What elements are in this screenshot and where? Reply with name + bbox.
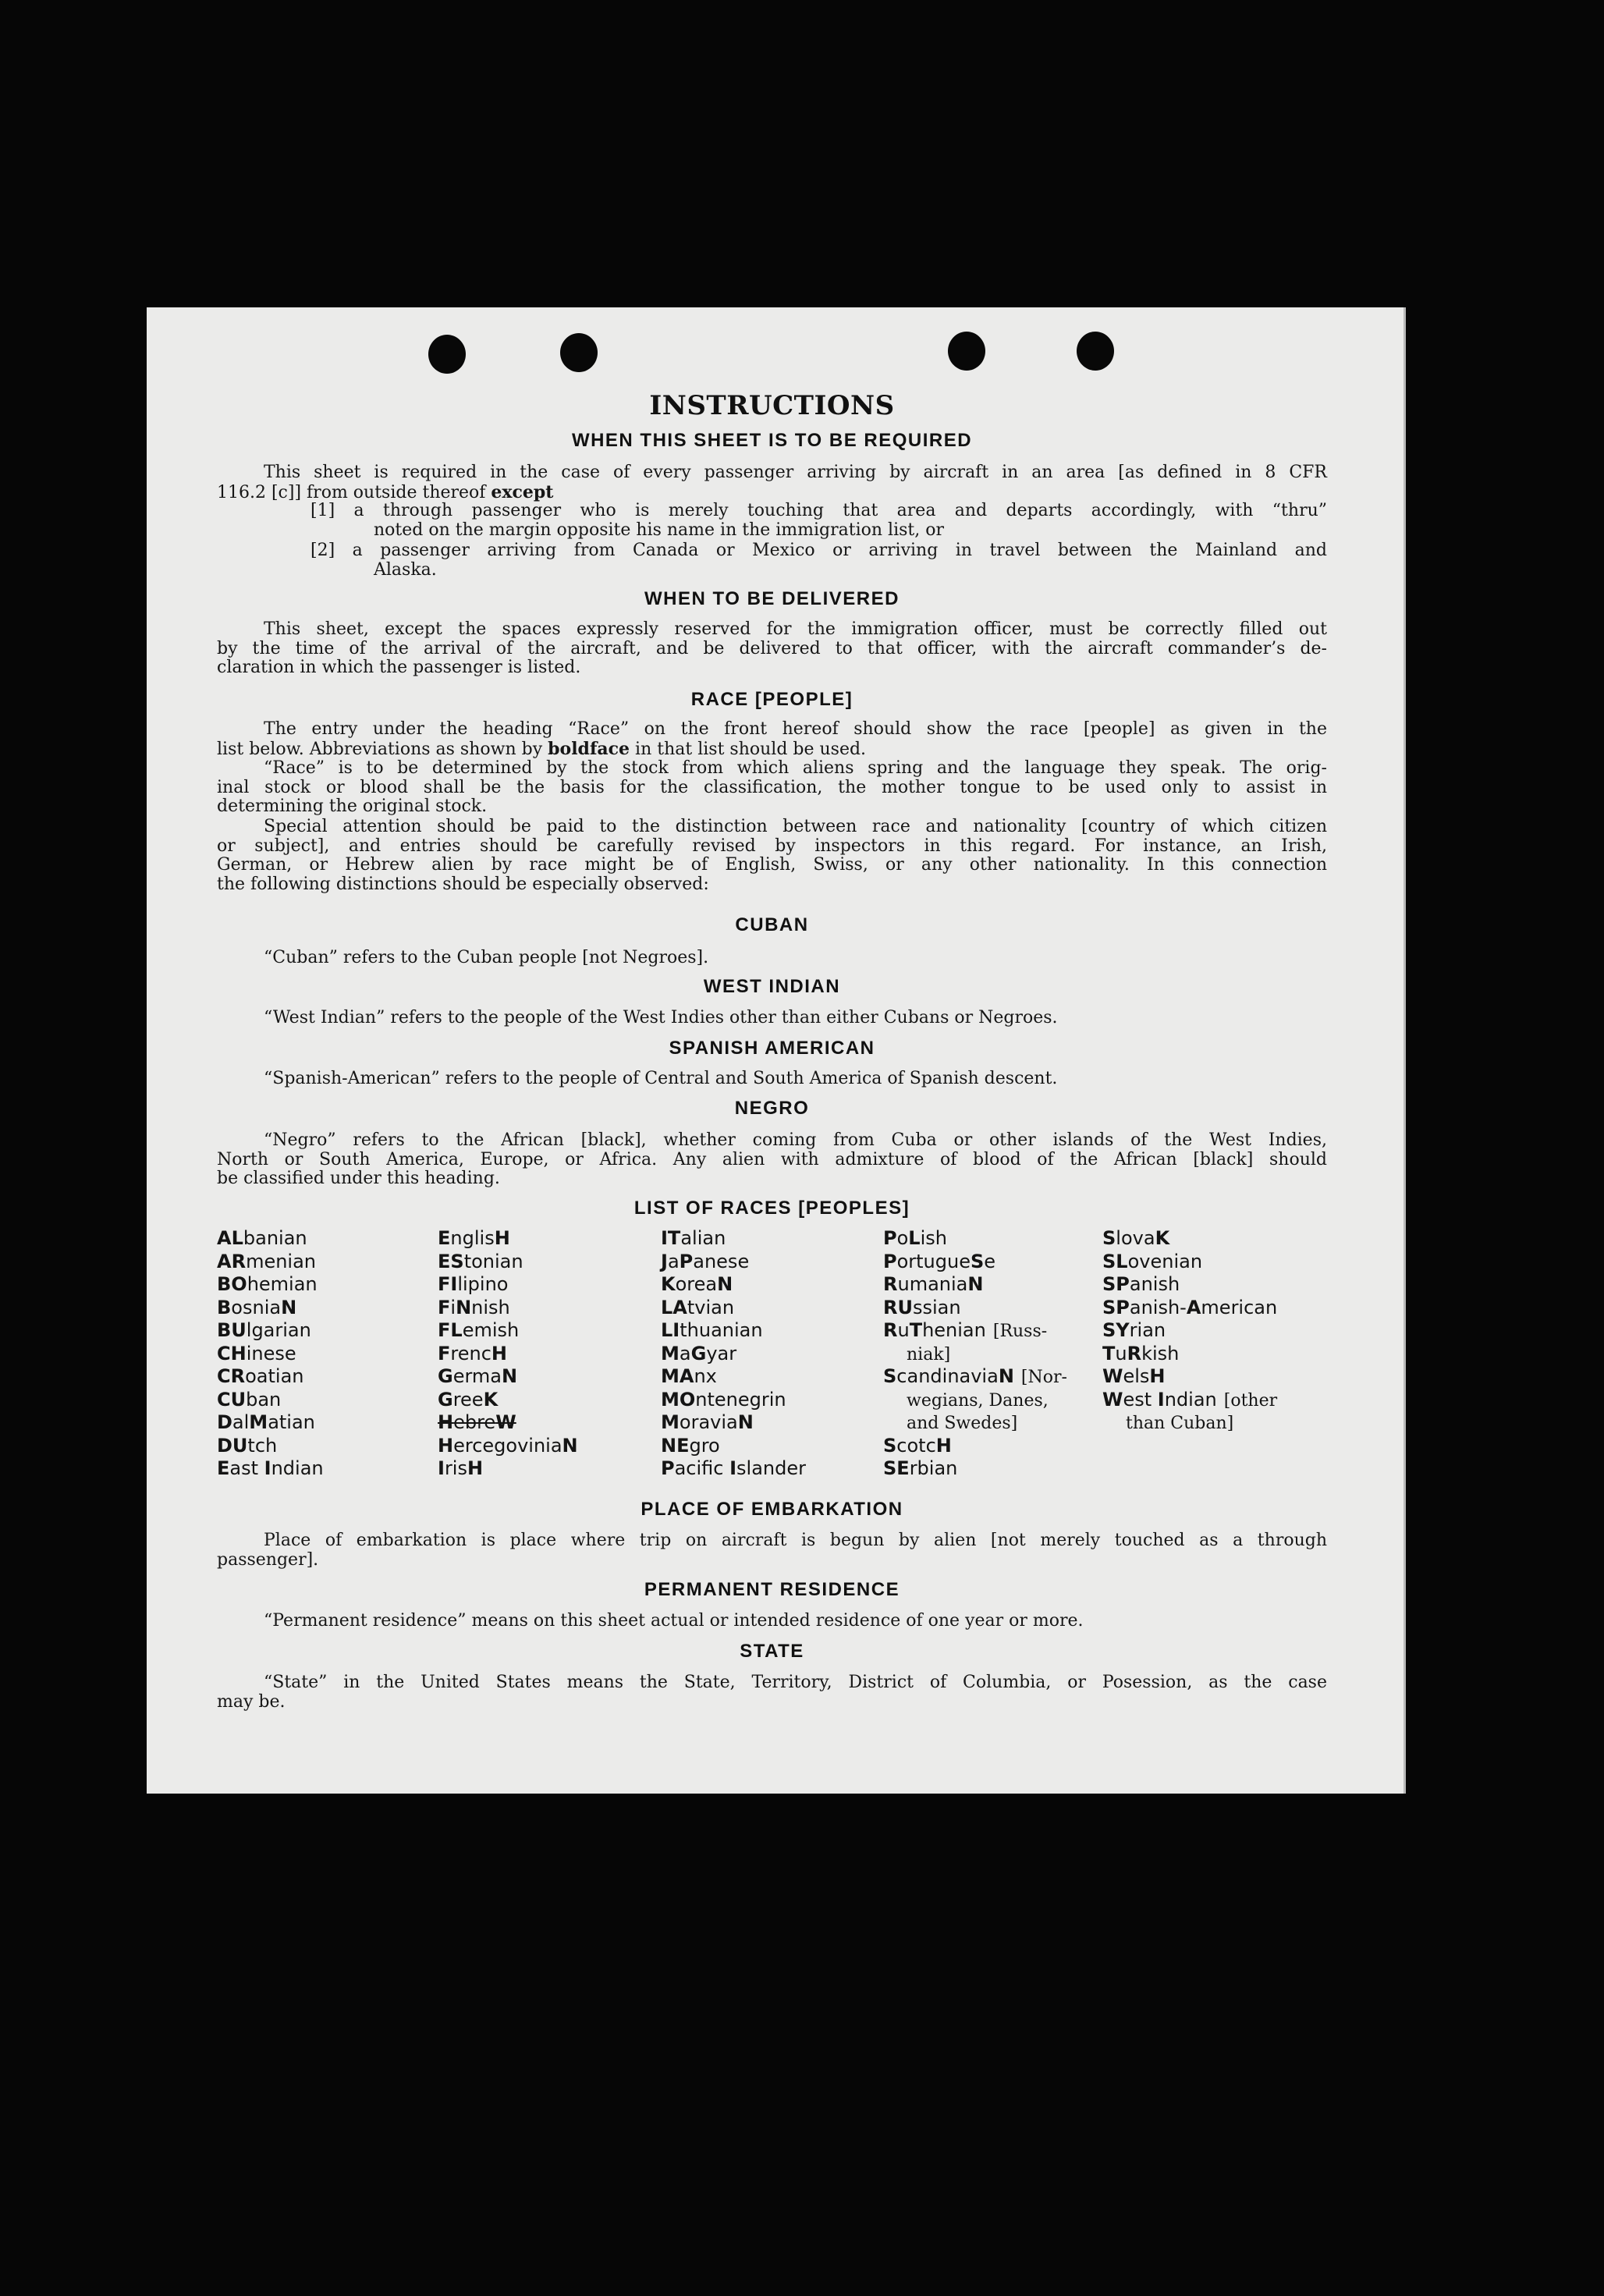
- race-name: GreeK: [438, 1388, 499, 1411]
- race-name: BUlgarian: [217, 1319, 311, 1341]
- races-column-3: [661, 1227, 806, 1481]
- text-run: list below. Abbreviations as shown by: [217, 739, 548, 759]
- race-entry: [661, 1365, 806, 1389]
- race-name: ScandinaviaN: [883, 1365, 1014, 1387]
- text-line: [217, 740, 1327, 759]
- text-line: German, or Hebrew alien by race might be of English, Swiss, or any other nationality. In this connection: [217, 855, 1327, 875]
- race-name: SPanish-American: [1102, 1296, 1278, 1318]
- race-name: SYrian: [1102, 1319, 1166, 1341]
- race-name: RuThenian: [883, 1319, 986, 1341]
- heading-when-required: WHEN THIS SHEET IS TO BE REQUIRED: [571, 430, 973, 451]
- text-line: North or South America, Europe, or Africa. Any alien with admixture of blood of the African [black] should: [217, 1149, 1327, 1169]
- text-line: may be.: [217, 1691, 286, 1712]
- race-entry: [661, 1411, 806, 1435]
- race-note: [other: [1223, 1390, 1278, 1411]
- race-entry: [661, 1251, 806, 1274]
- race-entry: [883, 1435, 1067, 1458]
- race-entry: [661, 1457, 806, 1481]
- race-name: CHinese: [217, 1342, 296, 1364]
- race-name: West Indian: [1102, 1388, 1217, 1411]
- race-entry: [661, 1297, 806, 1320]
- race-entry: [438, 1411, 578, 1435]
- race-name: MaGyar: [661, 1342, 737, 1364]
- race-name: ITalian: [661, 1227, 726, 1249]
- race-entry: [438, 1227, 578, 1251]
- race-entry: [1102, 1389, 1277, 1412]
- race-name: RumaniaN: [883, 1273, 984, 1295]
- race-entry: [883, 1365, 1067, 1389]
- race-name: GermaN: [438, 1365, 518, 1387]
- race-name: CRoatian: [217, 1365, 304, 1387]
- heading-cuban: CUBAN: [735, 914, 809, 935]
- race-name: EnglisH: [438, 1227, 510, 1249]
- race-name: SErbian: [883, 1457, 958, 1479]
- race-name: FrencH: [438, 1342, 508, 1364]
- bold-text-run: boldface: [548, 738, 630, 759]
- race-note: niak]: [907, 1344, 951, 1364]
- race-name: DalMatian: [217, 1411, 315, 1433]
- race-name: TuRkish: [1102, 1342, 1180, 1364]
- race-entry: [883, 1297, 1067, 1320]
- race-entry: [217, 1435, 324, 1458]
- race-entry: [1102, 1273, 1277, 1297]
- race-name: Pacific Islander: [661, 1457, 807, 1479]
- paragraph-embarkation: [217, 1531, 1327, 1570]
- race-name: MAnx: [661, 1365, 717, 1387]
- text-line: or subject], and entries should be carefully revised by inspectors in this regard. For instance, an Irish,: [217, 836, 1327, 856]
- heading-when-delivered: WHEN TO BE DELIVERED: [644, 588, 900, 609]
- races-column-2: [438, 1227, 578, 1481]
- paragraph-negro: [217, 1131, 1327, 1189]
- race-name: ARmenian: [217, 1250, 317, 1272]
- race-name: FiNnish: [438, 1296, 510, 1318]
- text-line: “Permanent residence” means on this sheet actual or intended residence of one year or more.: [264, 1611, 1084, 1631]
- races-column-4: [883, 1227, 1067, 1481]
- text-line: “Race” is to be determined by the stock from which aliens spring and the language they speak. The orig-: [264, 758, 1327, 778]
- paragraph-cuban: [217, 949, 1327, 968]
- race-name: ALbanian: [217, 1227, 307, 1249]
- race-name: MOntenegrin: [661, 1388, 786, 1411]
- text-line: passenger].: [217, 1549, 319, 1570]
- race-entry-continuation: [883, 1389, 1067, 1412]
- race-entry: [438, 1457, 578, 1481]
- heading-permanent-residence: PERMANENT RESIDENCE: [644, 1579, 900, 1600]
- race-entry: [217, 1319, 324, 1343]
- text-line: determining the original stock.: [217, 797, 488, 816]
- race-name: IrisH: [438, 1457, 484, 1479]
- race-name: ScotcH: [883, 1434, 952, 1457]
- race-name: East Indian: [217, 1457, 324, 1479]
- race-entry: [438, 1319, 578, 1343]
- race-note: wegians, Danes,: [907, 1390, 1049, 1411]
- race-name: JaPanese: [661, 1250, 750, 1272]
- text-line: The entry under the heading “Race” on the front hereof should show the race [people] as given in the: [264, 719, 1327, 739]
- race-name: SLovenian: [1102, 1250, 1203, 1272]
- race-entry: [438, 1343, 578, 1366]
- race-note: [Nor-: [1020, 1368, 1067, 1387]
- text-run: in that list should be used.: [630, 739, 867, 759]
- text-line: Special attention should be paid to the distinction between race and nationality [country of which citizen: [264, 817, 1327, 836]
- race-name: FLemish: [438, 1319, 520, 1341]
- paragraph-state: [217, 1673, 1327, 1712]
- race-note: [Russ-: [992, 1322, 1048, 1341]
- text-line: inal stock or blood shall be the basis for the classification, the mother tongue to be used only to assist in: [217, 777, 1327, 797]
- text-line: “State” in the United States means the State, Territory, District of Columbia, or Posession, as the case: [264, 1673, 1327, 1692]
- bold-text-run: except: [491, 481, 554, 502]
- race-name: PoLish: [883, 1227, 947, 1249]
- text-line: [2] a passenger arriving from Canada or Mexico or arriving in travel between the Mainland and: [311, 541, 1327, 560]
- race-entry: [217, 1389, 324, 1412]
- race-name: LIthuanian: [661, 1319, 763, 1341]
- paragraph-race-1: [217, 720, 1327, 758]
- race-entry: [661, 1389, 806, 1412]
- race-entry-continuation: [883, 1411, 1067, 1435]
- heading-west-indian: WEST INDIAN: [703, 976, 841, 997]
- text-line: This sheet, except the spaces expressly reserved for the immigration officer, must be correctly filled out: [264, 619, 1327, 639]
- race-entry: [217, 1251, 324, 1274]
- heading-list-of-races: LIST OF RACES [PEOPLES]: [633, 1198, 910, 1219]
- text-line: be classified under this heading.: [217, 1169, 500, 1188]
- race-entry: [217, 1365, 324, 1389]
- race-entry-continuation: [1102, 1411, 1277, 1435]
- race-name: WelsH: [1102, 1365, 1166, 1387]
- paragraph-race-2: [217, 759, 1327, 817]
- race-name: LAtvian: [661, 1296, 735, 1318]
- race-entry: [438, 1297, 578, 1320]
- race-entry: [438, 1389, 578, 1412]
- race-entry: [1102, 1251, 1277, 1274]
- race-entry: [1102, 1365, 1277, 1389]
- race-entry: [1102, 1227, 1277, 1251]
- paragraph-delivered: [217, 620, 1327, 678]
- race-entry: [661, 1319, 806, 1343]
- race-entry: [661, 1435, 806, 1458]
- punch-hole: [560, 333, 598, 372]
- race-entry: [217, 1227, 324, 1251]
- text-line: noted on the margin opposite his name in the immigration list, or: [374, 520, 945, 540]
- race-entry: [217, 1411, 324, 1435]
- race-entry: [438, 1273, 578, 1297]
- race-entry: [1102, 1319, 1277, 1343]
- heading-race: RACE [PEOPLE]: [690, 689, 853, 710]
- text-line: [217, 483, 1327, 502]
- race-entry: [1102, 1343, 1277, 1366]
- race-name: HebreW: [438, 1411, 516, 1433]
- race-entry: [438, 1251, 578, 1274]
- heading-spanish-american: SPANISH AMERICAN: [669, 1038, 875, 1059]
- exception-item-2: [311, 541, 1327, 580]
- race-entry: [883, 1251, 1067, 1274]
- race-entry: [1102, 1297, 1277, 1320]
- race-entry: [217, 1457, 324, 1481]
- text-line: the following distinctions should be especially observed:: [217, 874, 709, 894]
- text-line: “Cuban” refers to the Cuban people [not Negroes].: [264, 948, 709, 967]
- race-name: RUssian: [883, 1296, 961, 1318]
- punch-hole: [1077, 332, 1114, 371]
- race-name: MoraviaN: [661, 1411, 754, 1433]
- text-line: “Negro” refers to the African [black], whether coming from Cuba or other islands of the West Indies,: [264, 1130, 1327, 1150]
- races-column-5: [1102, 1227, 1277, 1435]
- text-line: [1] a through passenger who is merely touching that area and departs accordingly, with “thru”: [311, 501, 1327, 520]
- race-entry: [438, 1365, 578, 1389]
- heading-state: STATE: [740, 1641, 804, 1662]
- race-entry: [883, 1457, 1067, 1481]
- race-name: SlovaK: [1102, 1227, 1170, 1249]
- exception-item-1: [311, 502, 1327, 540]
- race-name: DUtch: [217, 1434, 278, 1457]
- race-name: CUban: [217, 1388, 282, 1411]
- race-name: NEgro: [661, 1434, 720, 1457]
- race-name: SPanish: [1102, 1273, 1180, 1295]
- heading-negro: NEGRO: [734, 1098, 810, 1119]
- race-entry: [661, 1343, 806, 1366]
- race-entry-continuation: [883, 1343, 1067, 1366]
- race-entry: [438, 1435, 578, 1458]
- race-note: than Cuban]: [1126, 1414, 1234, 1433]
- race-name: PortugueSe: [883, 1250, 996, 1272]
- text-run: 116.2 [c]] from outside thereof: [217, 482, 491, 502]
- punch-hole: [948, 332, 985, 371]
- race-name: BOhemian: [217, 1273, 318, 1295]
- race-entry: [217, 1343, 324, 1366]
- text-line: Place of embarkation is place where trip on aircraft is begun by alien [not merely touched as a through: [264, 1531, 1327, 1550]
- paragraph-west-indian: [217, 1009, 1327, 1028]
- paragraph-spanish-american: [217, 1070, 1327, 1089]
- race-entry: [883, 1273, 1067, 1297]
- text-line: “West Indian” refers to the people of the West Indies other than either Cubans or Negroes.: [264, 1008, 1058, 1027]
- text-line: This sheet is required in the case of every passenger arriving by aircraft in an area [as defined in 8 CFR: [264, 463, 1327, 482]
- text-line: by the time of the arrival of the aircraft, and be delivered to that officer, with the aircraft commander’s de-: [217, 638, 1327, 658]
- heading-place-of-embarkation: PLACE OF EMBARKATION: [641, 1499, 903, 1520]
- race-name: EStonian: [438, 1250, 523, 1272]
- race-name: BosniaN: [217, 1296, 297, 1318]
- race-entry: [217, 1297, 324, 1320]
- paragraph-race-3: [217, 818, 1327, 894]
- punch-hole: [428, 335, 466, 374]
- race-entry: [661, 1227, 806, 1251]
- race-entry: [217, 1273, 324, 1297]
- race-name: FIlipino: [438, 1273, 509, 1295]
- races-column-1: [217, 1227, 324, 1481]
- race-note: and Swedes]: [907, 1414, 1018, 1433]
- race-name: HercegoviniaN: [438, 1434, 578, 1457]
- race-name: KoreaN: [661, 1273, 733, 1295]
- text-line: Alaska.: [374, 559, 437, 580]
- race-entry: [883, 1319, 1067, 1343]
- text-line: “Spanish-American” refers to the people of Central and South America of Spanish descent.: [264, 1069, 1058, 1088]
- race-entry: [661, 1273, 806, 1297]
- race-entry: [883, 1227, 1067, 1251]
- paragraph-residence: [217, 1612, 1327, 1631]
- text-line: claration in which the passenger is listed.: [217, 658, 581, 677]
- document-title: INSTRUCTIONS: [649, 390, 895, 421]
- paragraph-required: [217, 463, 1327, 502]
